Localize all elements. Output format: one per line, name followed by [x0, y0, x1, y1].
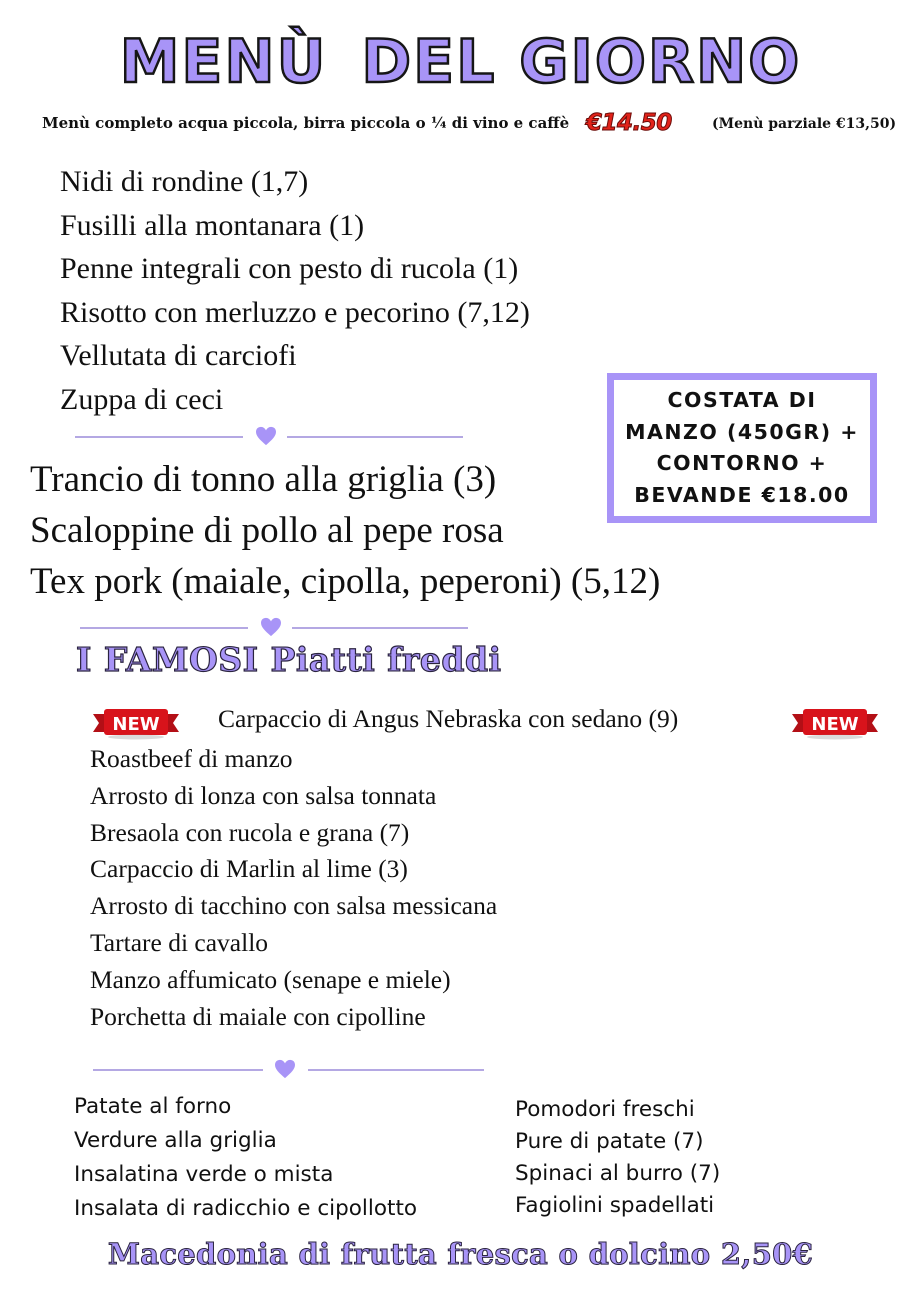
- secondi-list: [30, 454, 660, 607]
- new-ribbon-badge: [93, 706, 179, 740]
- menu-item: Risotto con merluzzo e pecorino (7,12): [60, 295, 530, 329]
- menu-item: Patate al forno: [74, 1094, 232, 1119]
- contorni-left-list: [74, 1090, 417, 1226]
- contorni-right-list: [515, 1094, 720, 1222]
- heart-icon: [260, 617, 282, 637]
- heart-icon: [255, 426, 277, 446]
- section-divider: [75, 426, 465, 446]
- piatti-freddi-title: I FAMOSI Piatti freddi: [76, 640, 502, 679]
- menu-item: Verdure alla griglia: [74, 1128, 277, 1153]
- menu-item: Roastbeef di manzo: [90, 744, 293, 773]
- divider-line: [80, 627, 248, 629]
- menu-item: Tex pork (maiale, cipolla, peperoni) (5,12): [30, 561, 661, 602]
- divider-line: [93, 1069, 263, 1071]
- dessert-line: Macedonia di frutta fresca o dolcino 2,50€: [107, 1237, 814, 1271]
- menu-item: Manzo affumicato (senape e miele): [90, 964, 451, 994]
- menu-item: Bresaola con rucola e grana (7): [90, 817, 410, 847]
- menu-item: Fusilli alla montanara (1): [60, 208, 365, 242]
- menu-item: Scaloppine di pollo al pepe rosa: [30, 510, 504, 551]
- divider-line: [292, 627, 468, 629]
- divider-line: [75, 436, 243, 438]
- menu-item: Tartare di cavallo: [90, 927, 269, 957]
- divider-line: [308, 1069, 484, 1071]
- offer-line: CONTORNO +: [656, 451, 828, 475]
- menu-item: Vellutata di carciofi: [60, 339, 297, 372]
- new-ribbon-badge: [792, 706, 878, 740]
- menu-item: Penne integrali con pesto di rucola (1): [60, 252, 519, 285]
- piatti-freddi-list: [90, 741, 497, 1035]
- menu-description: Menù completo acqua piccola, birra piccola o ¼ di vino e caffè: [42, 114, 570, 132]
- menu-item: Spinaci al burro (7): [515, 1161, 721, 1186]
- menu-item: Arrosto di tacchino con salsa messicana: [90, 891, 498, 921]
- menu-item: Nidi di rondine (1,7): [60, 165, 309, 198]
- primi-list: [60, 160, 530, 421]
- menu-item: Porchetta di maiale con cipolline: [90, 1001, 426, 1031]
- offer-line: BEVANDE €18.00: [634, 482, 850, 507]
- svg-text:NEW: NEW: [811, 714, 859, 735]
- menu-item: Fagiolini spadellati: [515, 1193, 715, 1218]
- title-word-menu: MENÙ: [119, 27, 328, 97]
- menu-item: Insalatina verde o mista: [74, 1162, 334, 1187]
- section-divider: [93, 1059, 483, 1079]
- title-word-del-giorno: DEL GIORNO: [361, 27, 802, 97]
- partial-menu-price: (Menù parziale €13,50): [712, 116, 897, 132]
- new-badge-left: [93, 706, 179, 740]
- offer-line: MANZO (450GR) +: [625, 419, 859, 444]
- featured-menu-item: Carpaccio di Angus Nebraska con sedano (9): [218, 704, 679, 733]
- menu-item: Carpaccio di Marlin al lime (3): [90, 854, 408, 884]
- menu-item: Arrosto di lonza con salsa tonnata: [90, 780, 437, 810]
- menu-item: Pomodori freschi: [515, 1097, 695, 1122]
- offer-line: COSTATA DI: [667, 388, 817, 412]
- menu-item: Insalata di radicchio e cipollotto: [74, 1196, 418, 1221]
- heart-icon: [274, 1059, 296, 1079]
- section-divider: [80, 617, 470, 637]
- menu-item: Trancio di tonno alla griglia (3): [30, 459, 497, 500]
- menu-item: Pure di patate (7): [515, 1129, 704, 1154]
- divider-line: [287, 436, 463, 438]
- new-badge-right: [792, 706, 878, 740]
- full-menu-price: €14.50: [586, 110, 672, 136]
- svg-text:NEW: NEW: [112, 714, 160, 735]
- page-title: [0, 22, 921, 102]
- menu-item: Zuppa di ceci: [60, 382, 224, 416]
